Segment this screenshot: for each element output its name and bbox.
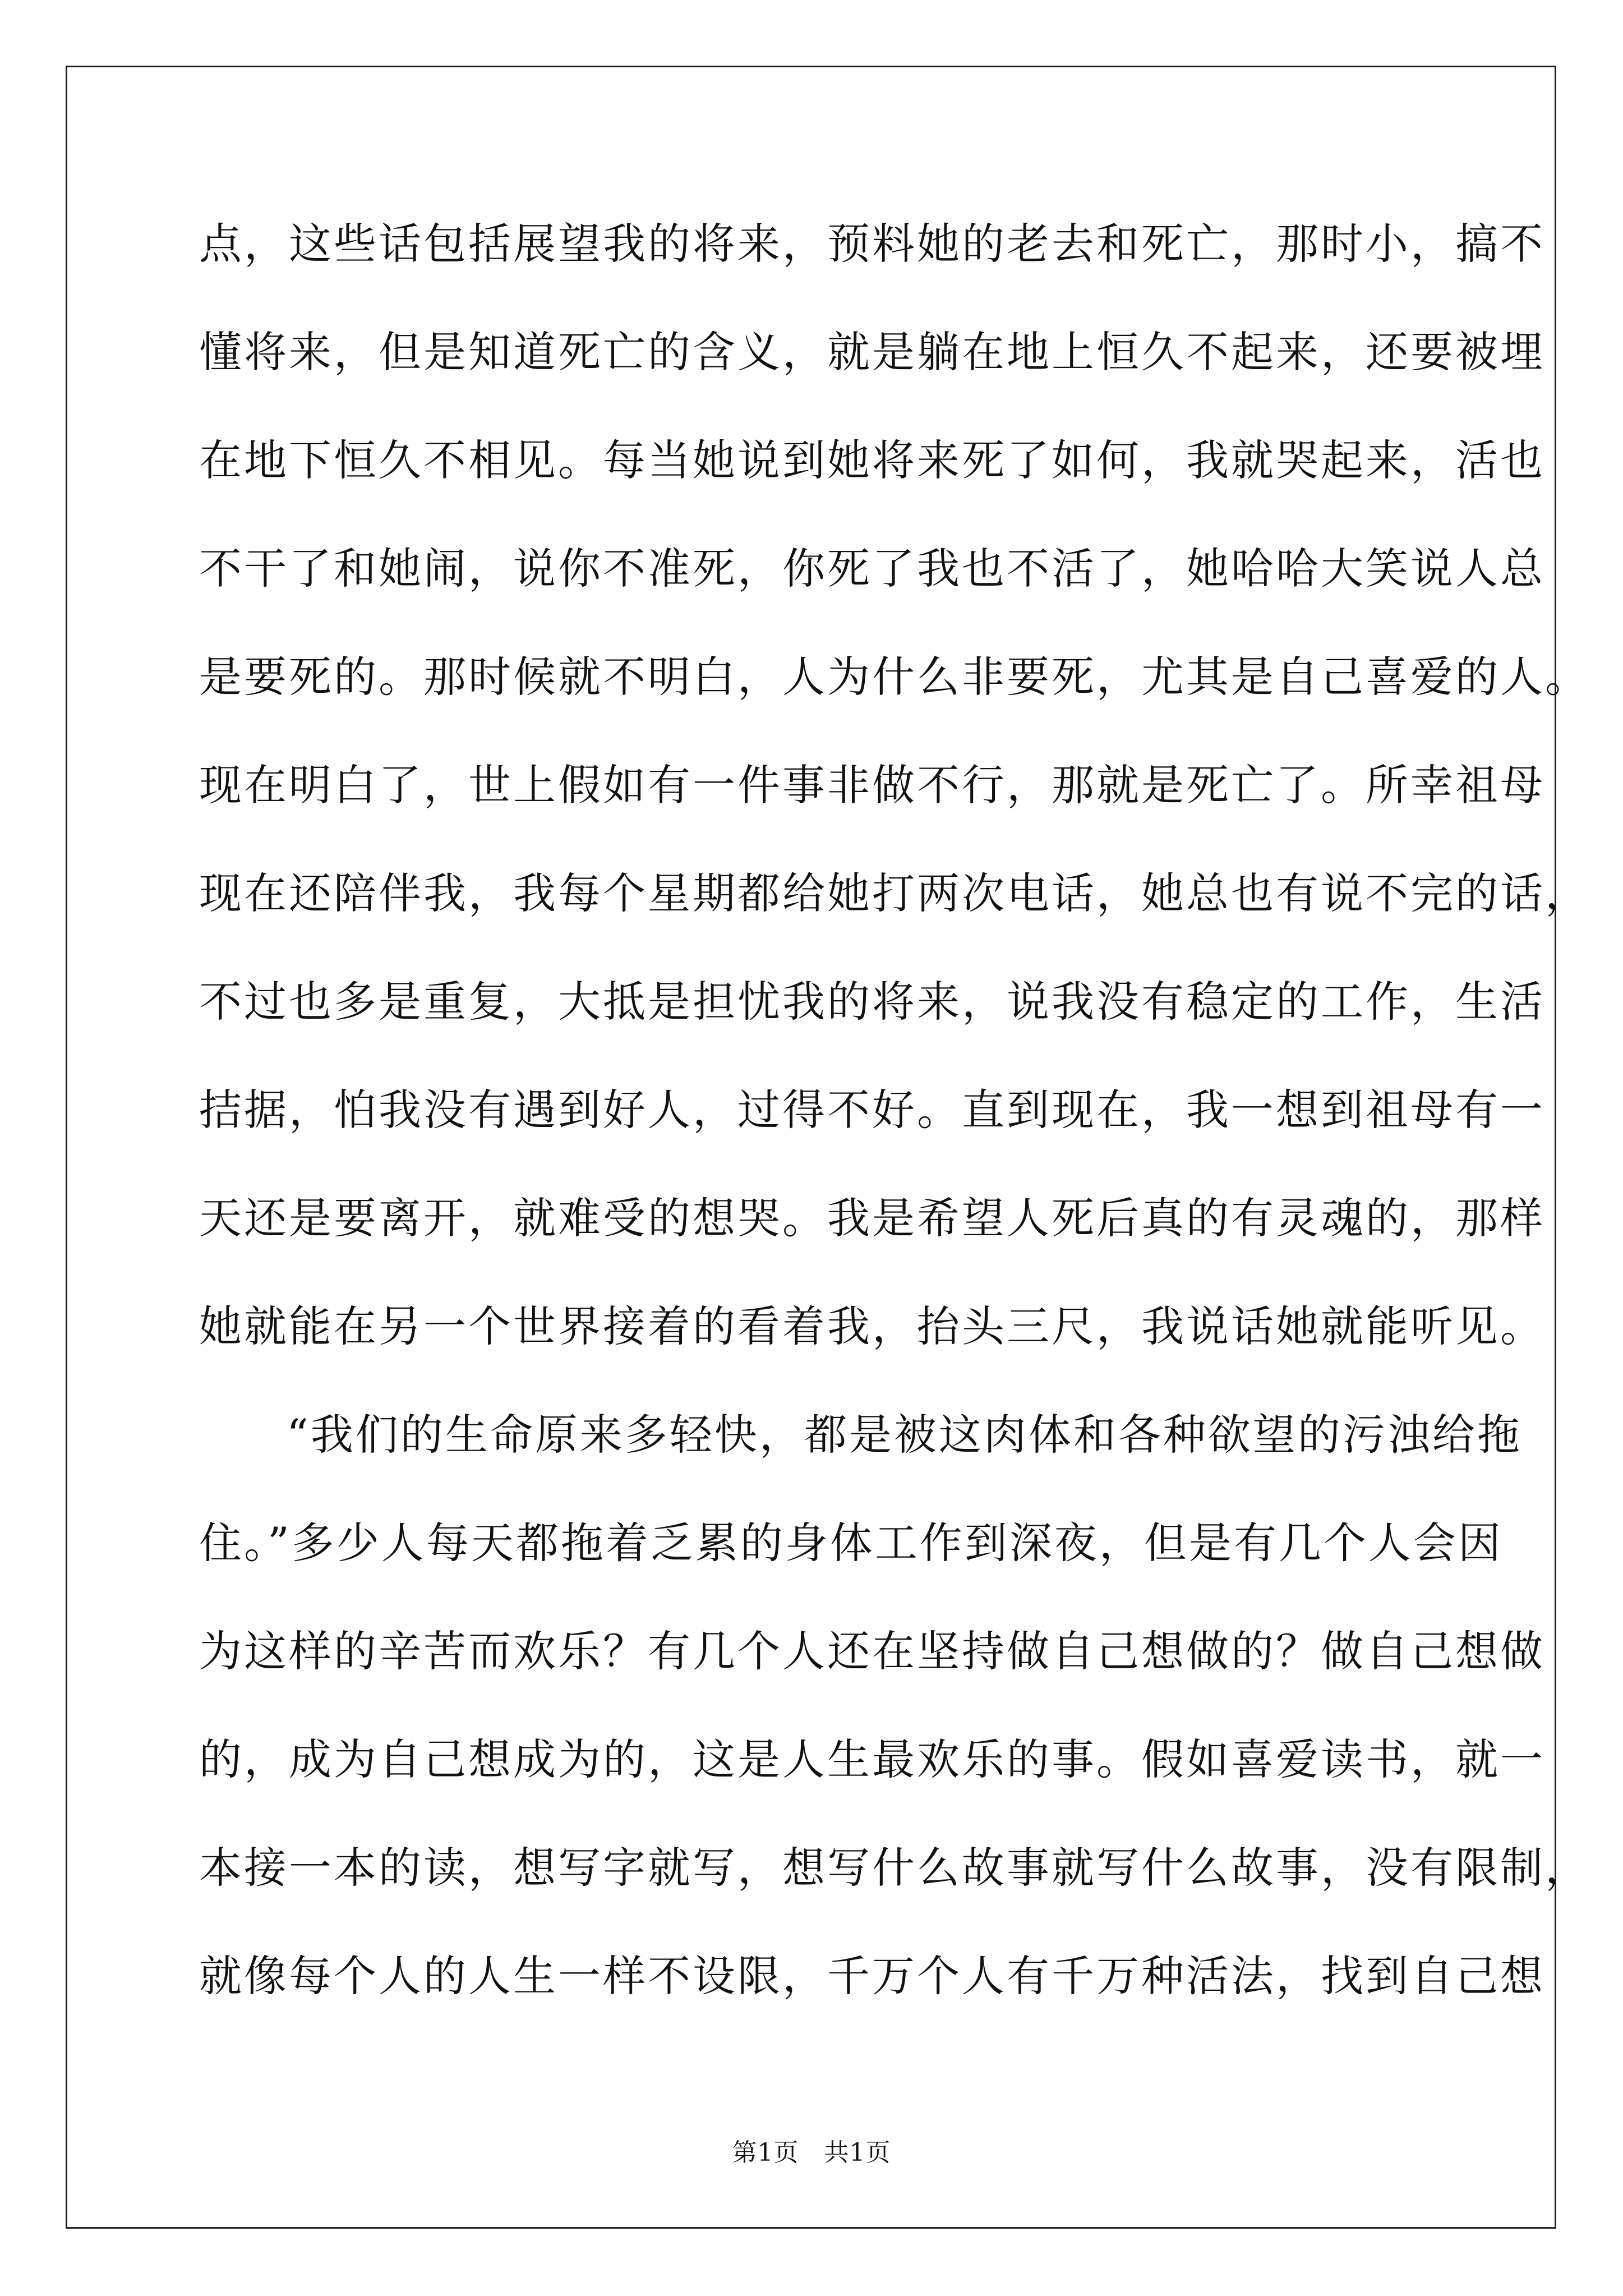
text-line: 不过也多是重复，大抵是担忧我的将来，说我没有稳定的工作，生活 [199, 977, 1545, 1027]
text-line: 不干了和她闹，说你不准死，你死了我也不活了，她哈哈大笑说人总 [199, 544, 1545, 593]
text-line: 懂将来，但是知道死亡的含义，就是躺在地上恒久不起来，还要被埋 [199, 327, 1545, 377]
text-line: 点，这些话包括展望我的将来，预料她的老去和死亡，那时小，搞不 [199, 219, 1545, 269]
text-line: 是要死的。那时候就不明白，人为什么非要死，尤其是自己喜爱的人。 [199, 652, 1590, 702]
text-line: 拮据，怕我没有遇到好人，过得不好。直到现在，我一想到祖母有一 [199, 1085, 1545, 1135]
text-line: 她就能在另一个世界接着的看着我，抬头三尺，我说话她就能听见。 [199, 1301, 1545, 1351]
text-line: 在地下恒久不相见。每当她说到她将来死了如何，我就哭起来，活也 [199, 435, 1545, 485]
page-number-footer: 第1页 共1页 [732, 2138, 891, 2167]
text-line: 现在还陪伴我，我每个星期都给她打两次电话，她总也有说不完的话， [199, 868, 1590, 918]
text-line: 现在明白了，世上假如有一件事非做不行，那就是死亡了。所幸祖母 [199, 760, 1545, 810]
text-line: 就像每个人的人生一样不设限，千万个人有千万种活法，找到自己想 [199, 1951, 1545, 2001]
paragraph-start-line: “我们的生命原来多轻快，都是被这肉体和各种欲望的污浊给拖 [287, 1410, 1522, 1460]
text-line: 住。”多少人每天都拖着乏累的身体工作到深夜，但是有几个人会因 [199, 1518, 1503, 1568]
text-line: 天还是要离开，就难受的想哭。我是希望人死后真的有灵魂的，那样 [199, 1193, 1545, 1243]
text-line: 为这样的辛苦而欢乐？有几个人还在坚持做自己想做的？做自己想做 [199, 1626, 1545, 1676]
document-body [199, 213, 1590, 2054]
text-line: 本接一本的读，想写字就写，想写什么故事就写什么故事，没有限制， [199, 1843, 1590, 1893]
text-line: 的，成为自己想成为的，这是人生最欢乐的事。假如喜爱读书，就一 [199, 1734, 1545, 1784]
